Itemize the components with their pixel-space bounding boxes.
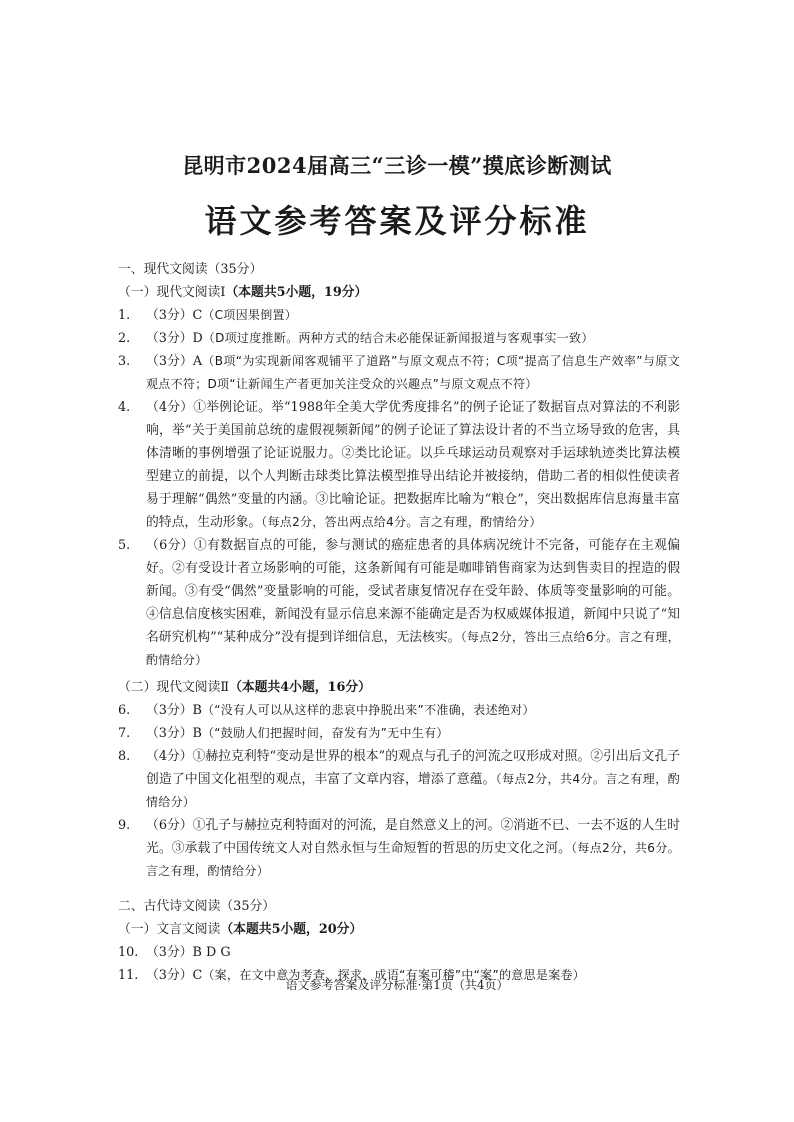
subsection-label: （二）现代文阅读Ⅱ xyxy=(118,680,230,695)
item-note: （每点2分，共4分。言之有理，酌情给分） xyxy=(146,772,680,809)
subsection-meta: （本题共5小题，19分） xyxy=(225,285,368,300)
section-heading-classical-reading: 二、古代诗文阅读（35分） xyxy=(118,899,276,914)
item-note: （B项“为实现新闻客观铺平了道路”与原文观点不符；C项“提高了信息生产效率”与原文观点不符；D项“让新闻生产者更加关注受众的兴趣点”与原文观点不符） xyxy=(146,354,681,391)
answer-item-7 xyxy=(118,722,680,745)
item-number: 5. xyxy=(118,538,131,553)
item-note: （每点2分，答出三点给6分。言之有理，酌情给分） xyxy=(146,630,680,667)
item-answer: （6分）①有数据盲点的可能，参与测试的癌症患者的具体病况统计不完备，可能存在主观偏好。②有受设计者立场影响的可能，这条新闻有可能是咖啡销售商家为达到售卖目的捏造的假新闻。③有受“偶然”变量影响的可能，受试者康复情况存在受年龄、体质等变量影响的可能。④信息信度核实困难，新闻没有显示信息来源不能确定是否为权威媒体报道，新闻中只说了“知名研究机构”“某种成分”没有提到详细信息，无法核实。 xyxy=(146,538,680,645)
item-answer: （3分）B D G xyxy=(146,945,231,960)
item-note: （每点2分，共6分。言之有理，酌情给分） xyxy=(146,841,681,878)
item-answer: （3分）B xyxy=(146,703,202,718)
item-answer: （6分）①孔子与赫拉克利特面对的河流，是自然意义上的河。②消逝不已、一去不返的人生时光。③承载了中国传统文人对自然永恒与生命短暂的哲思的历史文化之河。 xyxy=(146,818,680,856)
item-answer: （3分）A xyxy=(146,354,203,369)
subsection-meta: （本题共5小题，20分） xyxy=(220,922,363,937)
item-note: （D项过度推断。两种方式的结合未必能保证新闻报道与客观事实一致） xyxy=(202,331,594,345)
subsection-heading-modern-reading-2 xyxy=(118,676,680,699)
item-answer: （3分）C xyxy=(146,968,203,983)
exam-title: 昆明市2024届高三“三诊一模”摸底诊断测试 xyxy=(182,153,612,178)
document-title: 语文参考答案及评分标准 xyxy=(204,202,590,240)
subsection-heading-classical-prose xyxy=(118,918,680,941)
item-number: 10. xyxy=(118,945,139,960)
subsection-label: （一）现代文阅读Ⅰ xyxy=(118,285,226,300)
answer-item-9 xyxy=(118,814,680,883)
item-note: （“没有人可以从这样的悲哀中挣脱出来”不准确，表述绝对） xyxy=(201,703,535,717)
answer-item-1 xyxy=(118,304,680,327)
answer-item-2 xyxy=(118,327,680,350)
item-note: （“鼓励人们把握时间，奋发有为”无中生有） xyxy=(201,726,449,740)
subsection-meta: （本题共4小题，16分） xyxy=(229,680,371,695)
item-number: 2. xyxy=(118,331,131,346)
item-number: 11. xyxy=(118,968,139,983)
item-answer: （4分）①赫拉克利特“变动是世界的根本”的观点与孔子的河流之叹形成对照。②引出后文孔子创造了中国文化祖型的观点，丰富了文章内容，增添了意蕴。 xyxy=(146,749,680,787)
item-answer: （3分）C xyxy=(146,308,203,323)
item-number: 3. xyxy=(118,354,131,369)
subsection-label: （一）文言文阅读 xyxy=(118,922,221,937)
answer-item-3 xyxy=(118,350,680,396)
item-number: 4. xyxy=(118,400,131,415)
answer-item-8 xyxy=(118,745,680,814)
item-number: 9. xyxy=(118,818,131,833)
item-note: （每点2分，答出两点给4分。言之有理，酌情给分） xyxy=(261,515,542,529)
section-heading-modern-reading: 一、现代文阅读（35分） xyxy=(118,262,263,277)
item-answer: （3分）D xyxy=(146,331,203,346)
answer-content xyxy=(118,258,680,987)
answer-item-5 xyxy=(118,534,680,672)
subsection-heading-modern-reading-1 xyxy=(118,281,680,304)
item-note: （C项因果倒置） xyxy=(202,308,298,322)
item-note: （案，在文中意为考查、探求，成语“有案可稽”中“案”的意思是案卷） xyxy=(202,968,586,982)
item-answer: （4分）①举例论证。举“1988年全美大学优秀度排名”的例子论证了数据盲点对算法的不利影响，举“关于美国前总统的虚假视频新闻”的例子论证了算法设计者的不当立场导致的危害，具体清晰的事例增强了论证说服力。②类比论证。以乒乓球运动员观察对手运球轨迹类比算法模型建立的前提，以个人判断击球类比算法模型推导出结论并被接纳，借助二者的相似性使读者易于理解“偶然”变量的内涵。③比喻论证。把数据库比喻为“粮仓”，突出数据库信息海量丰富的特点，生动形象。 xyxy=(146,400,680,530)
item-number: 1. xyxy=(118,308,131,323)
answer-item-6 xyxy=(118,699,680,722)
answer-item-4 xyxy=(118,396,680,534)
item-answer: （3分）B xyxy=(146,726,202,741)
item-number: 8. xyxy=(118,749,131,764)
item-number: 6. xyxy=(118,703,131,718)
item-number: 7. xyxy=(118,726,131,741)
answer-item-10 xyxy=(118,941,680,964)
page-footer: 语文参考答案及评分标准·第1页（共4页） xyxy=(285,978,509,992)
